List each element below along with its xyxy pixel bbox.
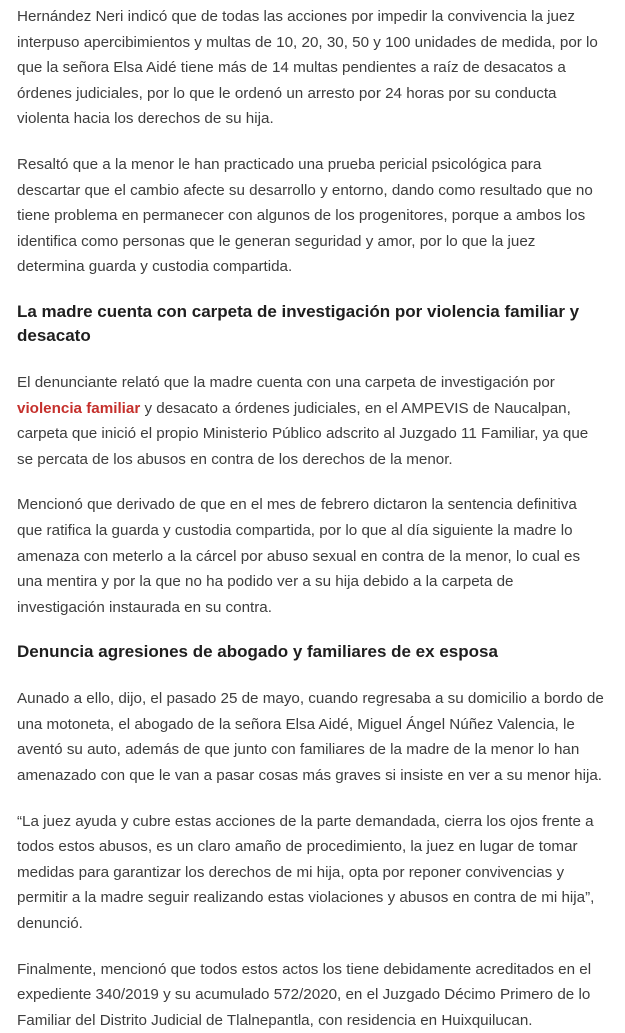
paragraph-text-before-link: El denunciante relató que la madre cuenta con una carpeta de investigación por	[17, 373, 555, 391]
paragraph-psych-evaluation: Resaltó que a la menor le han practicado una prueba pericial psicológica para descartar que el cambio afecte su desarrollo y entorno, dando como resultado que no tiene problema en permanecer con algunos de los progenitores, porque a ambos los identifica como personas que le generan seguridad y amor, por lo que la juez determina guarda y custodia compartida.	[17, 155, 593, 276]
violencia-familiar-link[interactable]: violencia familiar	[17, 399, 141, 417]
paragraph-aggression-may: Aunado a ello, dijo, el pasado 25 de mayo, cuando regresaba a su domicilio a bordo de una motoneta, el abogado de la señora Elsa Aidé, Miguel Ángel Núñez Valencia, le aventó su auto, además de que junto con familiares de la madre de la menor lo han amenazado con que le van a pasar cosas más graves si insiste en ver a su menor hija.	[17, 690, 604, 785]
section-heading-investigation: La madre cuenta con carpeta de investigación por violencia familiar y desacato	[17, 301, 580, 345]
paragraph-investigation-folder	[17, 370, 605, 472]
paragraph-text-after-link: y desacato a órdenes judiciales, en el AMPEVIS de Naucalpan, carpeta que inició el propio Ministerio Público adscrito al Juzgado 11 Familiar, ya que se percata de los abusos en contra de los derechos de la menor.	[17, 399, 589, 468]
section-heading-aggressions: Denuncia agresiones de abogado y familiares de ex esposa	[17, 642, 498, 662]
paragraph-fines: Hernández Neri indicó que de todas las acciones por impedir la convivencia la juez interpuso apercibimientos y multas de 10, 20, 30, 50 y 100 unidades de medida, por lo que la señora Elsa Aidé tiene más de 14 multas pendientes a raíz de desacatos a órdenes judiciales, por lo que le ordenó un arresto por 24 horas por su conducta violenta hacia los derechos de su hija.	[17, 8, 598, 128]
paragraph-sentence-february: Mencionó que derivado de que en el mes de febrero dictaron la sentencia definitiva que ratifica la guarda y custodia compartida, por lo que al día siguiente la madre lo amenaza con meterlo a la cárcel por abuso sexual en contra de la menor, lo cual es una mentira y por la que no ha podido ver a su hija debido a la carpeta de investigación instaurada en su contra.	[17, 496, 581, 616]
paragraph-quote-complaint: “La juez ayuda y cubre estas acciones de la parte demandada, cierra los ojos frente a todos estos abusos, es un claro amaño de procedimiento, la juez en lugar de tomar medidas para garantizar los derechos de mi hija, opta por reponer convivencias y permitir a la madre seguir realizando estas violaciones y abusos en contra de mi hija”, denunció.	[17, 812, 595, 933]
paragraph-case-file: Finalmente, mencionó que todos estos actos los tiene debidamente acreditados en el expediente 340/2019 y su acumulado 572/2020, en el Juzgado Décimo Primero de lo Familiar del Distrito Judicial de Tlalnepantla, con residencia en Huixquilucan.	[17, 960, 592, 1029]
